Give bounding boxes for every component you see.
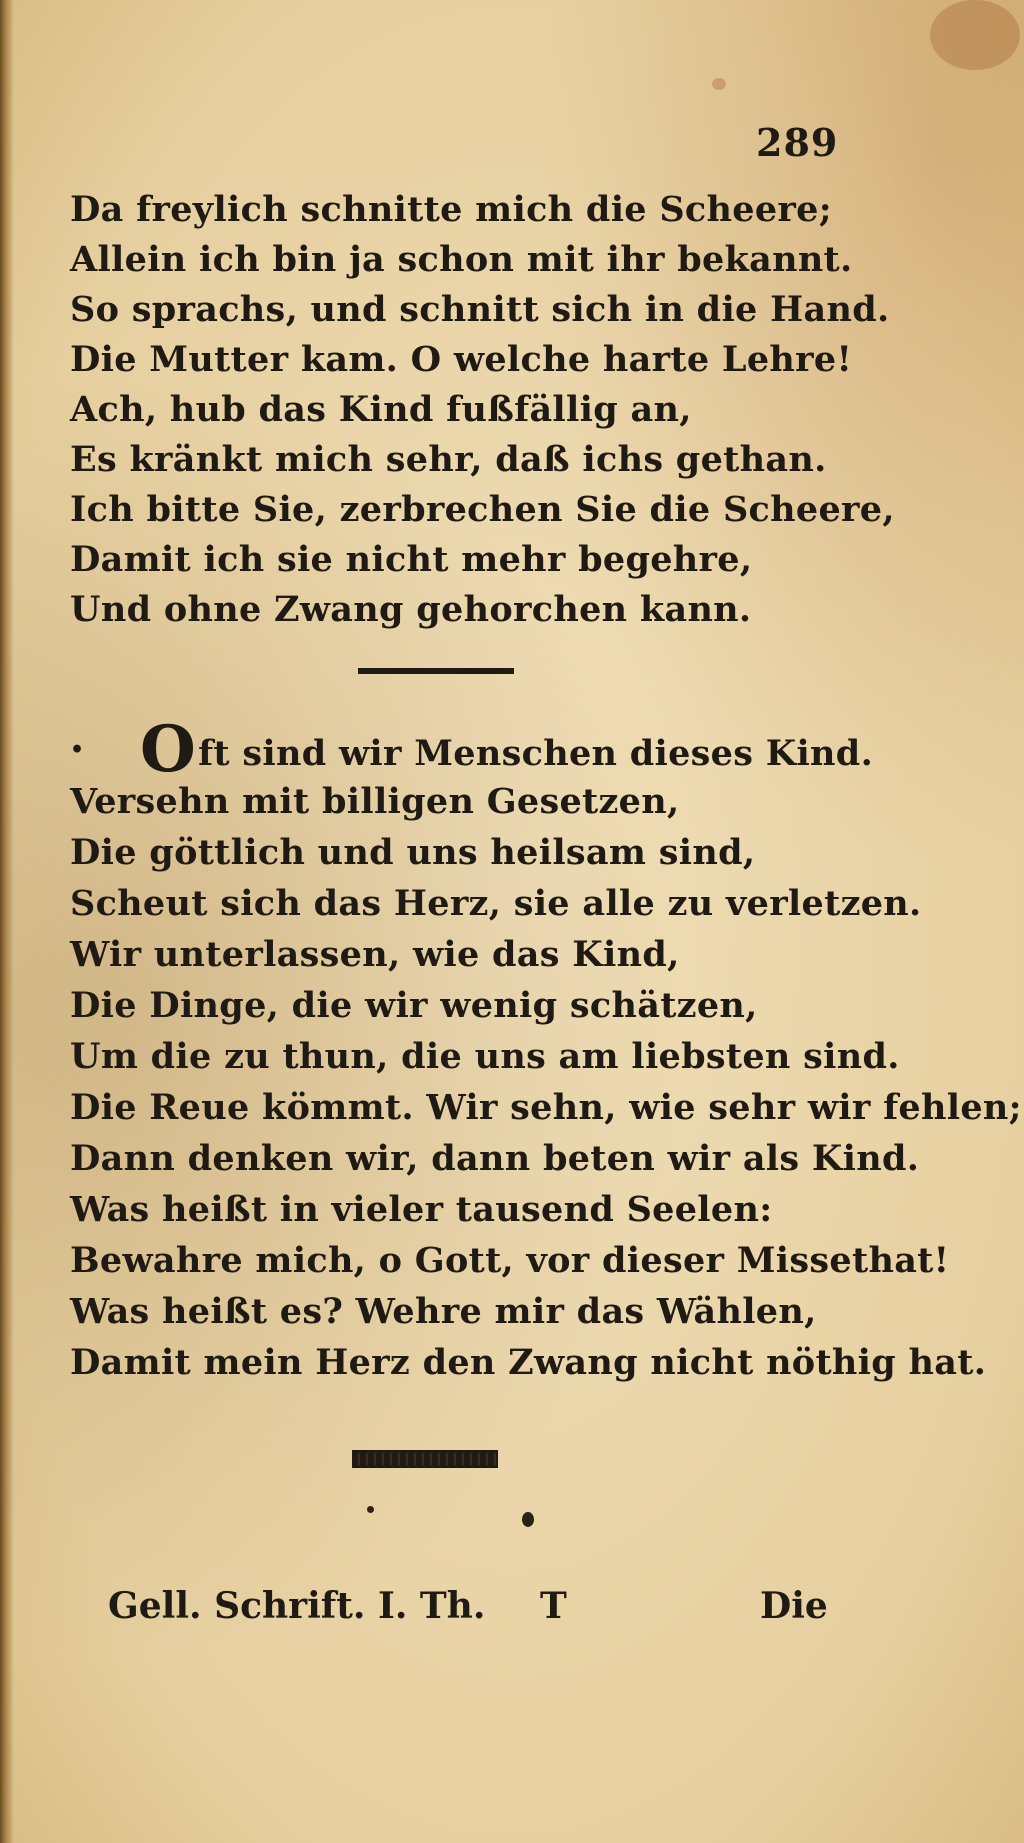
stanza-1: [70, 185, 970, 635]
ink-speck: [367, 1506, 374, 1513]
verse-line: Ich bitte Sie, zerbrechen Sie die Scheere,: [70, 489, 895, 530]
binding-edge: [0, 0, 14, 1843]
verse-line: Allein ich bin ja schon mit ihr bekannt.: [70, 239, 853, 280]
verse-line-first: [70, 712, 970, 787]
verse-line: Versehn mit billigen Gesetzen,: [70, 781, 680, 822]
verse-line: Die Reue kömmt. Wir sehn, wie sehr wir fehlen;: [70, 1087, 1022, 1128]
verse-line: Es kränkt mich sehr, daß ichs gethan.: [70, 439, 827, 480]
verse-line: Um die zu thun, die uns am liebsten sind.: [70, 1036, 900, 1077]
page-number: 289: [756, 120, 839, 165]
bullet-mark: •: [70, 737, 85, 763]
sheet-signature-mark: T: [540, 1585, 567, 1627]
verse-line: So sprachs, und schnitt sich in die Hand.: [70, 289, 890, 330]
verse-line: Die Dinge, die wir wenig schätzen,: [70, 985, 758, 1026]
verse-line: Damit ich sie nicht mehr begehre,: [70, 539, 753, 580]
footer-signature: Gell. Schrift. I. Th.: [108, 1585, 486, 1627]
verse-line: Dann denken wir, dann beten wir als Kind.: [70, 1138, 920, 1179]
verse-line: Was heißt in vieler tausend Seelen:: [70, 1189, 773, 1230]
verse-line: Die göttlich und uns heilsam sind,: [70, 832, 756, 873]
first-line-text: ft sind wir Menschen dieses Kind.: [198, 733, 874, 774]
stanza-2: [70, 712, 1022, 1388]
catchword: Die: [760, 1585, 828, 1627]
verse-line: Bewahre mich, o Gott, vor dieser Missethat!: [70, 1240, 950, 1281]
foxing-stain: [712, 78, 726, 90]
ink-speck: [522, 1512, 534, 1527]
verse-line: Die Mutter kam. O welche harte Lehre!: [70, 339, 853, 380]
drop-cap: O: [140, 712, 197, 787]
verse-line: Wir unterlassen, wie das Kind,: [70, 934, 680, 975]
verse-line: Ach, hub das Kind fußfällig an,: [70, 389, 692, 430]
foxing-stain: [930, 0, 1020, 70]
verse-line: Da freylich schnitte mich die Scheere;: [70, 189, 832, 230]
verse-line: Und ohne Zwang gehorchen kann.: [70, 589, 752, 630]
verse-line: Damit mein Herz den Zwang nicht nöthig hat.: [70, 1342, 987, 1383]
verse-line: Was heißt es? Wehre mir das Wählen,: [70, 1291, 817, 1332]
ornamental-rule: [352, 1450, 498, 1468]
verse-line: Scheut sich das Herz, sie alle zu verletzen.: [70, 883, 922, 924]
section-divider-rule: [358, 668, 514, 674]
